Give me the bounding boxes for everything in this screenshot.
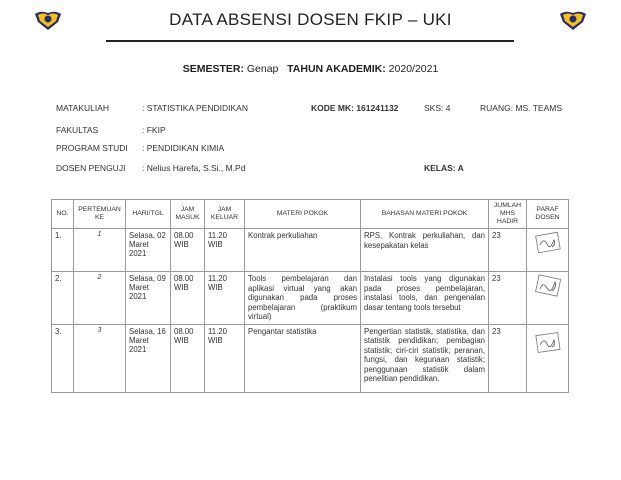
cell-jumlah: 23 [489, 272, 527, 325]
signature-icon [534, 274, 562, 298]
matakuliah-label: MATAKULIAH [56, 103, 110, 113]
semester-label: SEMESTER: [182, 63, 244, 75]
cell-materi: Tools pembelajaran dan aplikasi virtual yang akan digunakan pada proses pembelajaran (praktikum virtual) [245, 272, 361, 325]
cell-bahasan: Pengertian statistik, statistika, dan statistik pendidikan; pembagian statistik; ciri-ciri statistik; peranan, fungsi, dan kegunaan statistik; penggunaan statistik dalam penelitian pendidikan. [361, 324, 489, 392]
table-row [52, 324, 569, 392]
cell-no: 3. [52, 324, 74, 392]
cell-masuk: 08.00 WIB [171, 229, 205, 272]
table-row [52, 229, 569, 272]
cell-bahasan: Instalasi tools yang digunakan pada proses pembelajaran, instalasi tools, dan pengenalan dasar tentang tools tersebut [361, 272, 489, 325]
kode-mk: KODE MK: 161241132 [311, 103, 399, 113]
signature-icon [534, 331, 562, 355]
cell-materi: Kontrak perkuliahan [245, 229, 361, 272]
cell-pertemuan: 3 [74, 324, 126, 392]
sks: SKS: 4 [424, 103, 451, 113]
cell-paraf [527, 324, 569, 392]
header-jam-keluar: JAM KELUAR [205, 200, 245, 229]
semester-value: Genap [246, 63, 279, 75]
header-paraf: PARAF DOSEN [527, 200, 569, 229]
cell-materi: Pengantar statistika [245, 324, 361, 392]
dosen-value: : Nelius Harefa, S.Si., M.Pd [142, 163, 246, 173]
cell-keluar: 11.20 WIB [205, 324, 245, 392]
cell-paraf [527, 229, 569, 272]
header-materi: MATERI POKOK [245, 200, 361, 229]
prodi-label: PROGRAM STUDI [56, 143, 128, 153]
title-divider [106, 40, 514, 42]
header-jumlah: JUMLAH MHS HADIR [489, 200, 527, 229]
cell-pertemuan: 1 [74, 229, 126, 272]
cell-no: 1. [52, 229, 74, 272]
cell-no: 2. [52, 272, 74, 325]
cell-masuk: 08.00 WIB [171, 272, 205, 325]
header-pertemuan: PERTEMUAN KE [74, 200, 126, 229]
header-jam-masuk: JAM MASUK [171, 200, 205, 229]
header-hari: HARI/TGL [126, 200, 171, 229]
document-title: DATA ABSENSI DOSEN FKIP – UKI [169, 10, 452, 29]
attendance-table [51, 199, 569, 393]
cell-hari: Selasa, 09 Maret 2021 [126, 272, 171, 325]
year-value: 2020/2021 [388, 63, 439, 75]
cell-jumlah: 23 [489, 229, 527, 272]
kelas: KELAS: A [424, 163, 464, 173]
cell-keluar: 11.20 WIB [205, 229, 245, 272]
cell-paraf [527, 272, 569, 325]
cell-hari: Selasa, 16 Maret 2021 [126, 324, 171, 392]
cell-keluar: 11.20 WIB [205, 272, 245, 325]
cell-pertemuan: 2 [74, 272, 126, 325]
matakuliah-value: : STATISTIKA PENDIDIKAN [142, 103, 248, 113]
table-row [52, 272, 569, 325]
fakultas-value: : FKIP [142, 125, 166, 135]
ruang: RUANG: MS. TEAMS [480, 103, 563, 113]
year-label: TAHUN AKADEMIK: [287, 63, 386, 75]
dosen-label: DOSEN PENGUJI [56, 163, 126, 173]
header-bahasan: BAHASAN MATERI POKOK [361, 200, 489, 229]
header-no: NO. [52, 200, 74, 229]
cell-bahasan: RPS, Kontrak perkuliahan, dan kesepakatan kelas [361, 229, 489, 272]
table-header-row [52, 200, 569, 229]
semester-line [0, 63, 621, 75]
cell-hari: Selasa, 02 Maret 2021 [126, 229, 171, 272]
signature-icon [534, 231, 562, 255]
cell-jumlah: 23 [489, 324, 527, 392]
prodi-value: : PENDIDIKAN KIMIA [142, 143, 225, 153]
fakultas-label: FAKULTAS [56, 125, 99, 135]
cell-masuk: 08.00 WIB [171, 324, 205, 392]
